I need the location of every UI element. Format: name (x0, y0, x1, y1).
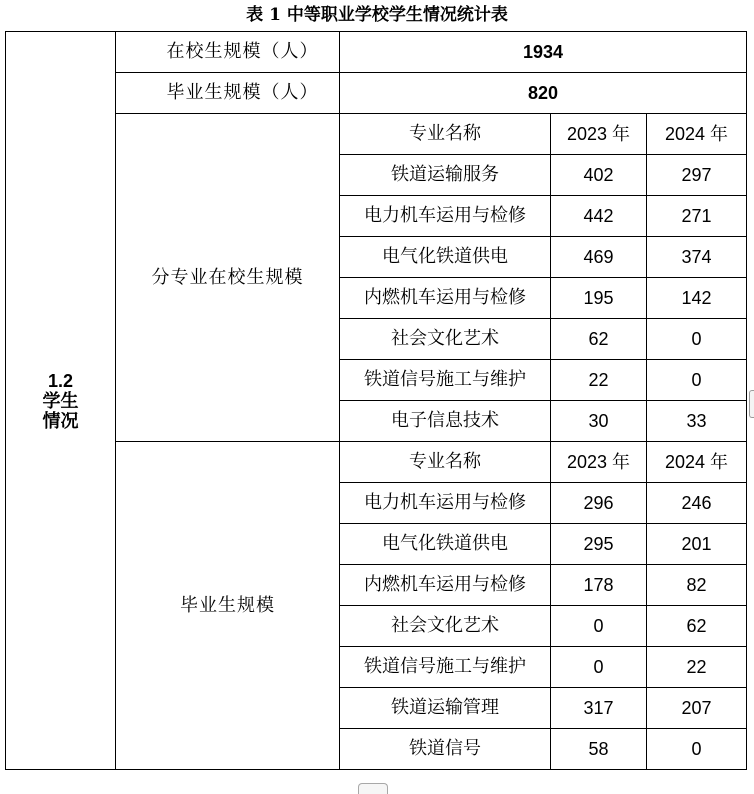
value-2023: 317 (551, 688, 647, 729)
table-caption: 表 1 中等职业学校学生情况统计表 (246, 5, 508, 25)
section-number: 1.2 (47, 370, 74, 391)
column-header-2023: 2023 年 (551, 114, 647, 155)
value-2023: 22 (551, 360, 647, 401)
major-name: 内燃机车运用与检修 (340, 278, 551, 319)
value-2023: 195 (551, 278, 647, 319)
column-header-2024: 2024 年 (647, 114, 747, 155)
table-row (6, 32, 747, 73)
value-2024: 207 (647, 688, 747, 729)
column-header-2024: 2024 年 (647, 442, 747, 483)
value-2023: 178 (551, 565, 647, 606)
value-2023: 469 (551, 237, 647, 278)
value-2024: 33 (647, 401, 747, 442)
column-header-major: 专业名称 (340, 442, 551, 483)
enrolled-total-value: 1934 (340, 32, 747, 73)
column-header-2023: 2023 年 (551, 442, 647, 483)
value-2024: 201 (647, 524, 747, 565)
value-2023: 402 (551, 155, 647, 196)
value-2024: 374 (647, 237, 747, 278)
value-2023: 0 (551, 606, 647, 647)
value-2023: 442 (551, 196, 647, 237)
section-title-line2: 情况 (42, 410, 79, 431)
graduate-total-label: 毕业生规模（人） (116, 73, 340, 114)
table-header-row (6, 114, 747, 155)
major-name: 铁道运输服务 (340, 155, 551, 196)
major-name: 电气化铁道供电 (340, 237, 551, 278)
value-2024: 62 (647, 606, 747, 647)
major-name: 铁道运输管理 (340, 688, 551, 729)
side-scroll-handle[interactable] (749, 390, 754, 418)
student-stats-table (5, 31, 747, 770)
value-2023: 62 (551, 319, 647, 360)
value-2023: 296 (551, 483, 647, 524)
enrolled-by-major-label: 分专业在校生规模 (116, 114, 340, 442)
value-2024: 271 (647, 196, 747, 237)
value-2024: 82 (647, 565, 747, 606)
major-name: 社会文化艺术 (340, 319, 551, 360)
major-name: 电气化铁道供电 (340, 524, 551, 565)
major-name: 电力机车运用与检修 (340, 196, 551, 237)
value-2023: 295 (551, 524, 647, 565)
section-cell (6, 32, 116, 770)
value-2023: 58 (551, 729, 647, 770)
value-2024: 142 (647, 278, 747, 319)
major-name: 铁道信号施工与维护 (340, 360, 551, 401)
value-2024: 0 (647, 360, 747, 401)
major-name: 铁道信号 (340, 729, 551, 770)
value-2024: 297 (647, 155, 747, 196)
enrolled-total-label: 在校生规模（人） (116, 32, 340, 73)
column-header-major: 专业名称 (340, 114, 551, 155)
bottom-page-tab[interactable] (358, 783, 388, 794)
section-title-line1: 学生 (42, 390, 79, 411)
table-row (6, 73, 747, 114)
value-2024: 0 (647, 319, 747, 360)
value-2024: 0 (647, 729, 747, 770)
table-header-row (6, 442, 747, 483)
major-name: 铁道信号施工与维护 (340, 647, 551, 688)
major-name: 电子信息技术 (340, 401, 551, 442)
major-name: 社会文化艺术 (340, 606, 551, 647)
graduates-by-major-label: 毕业生规模 (116, 442, 340, 770)
graduate-total-value: 820 (340, 73, 747, 114)
value-2023: 0 (551, 647, 647, 688)
value-2024: 22 (647, 647, 747, 688)
value-2023: 30 (551, 401, 647, 442)
major-name: 内燃机车运用与检修 (340, 565, 551, 606)
value-2024: 246 (647, 483, 747, 524)
major-name: 电力机车运用与检修 (340, 483, 551, 524)
